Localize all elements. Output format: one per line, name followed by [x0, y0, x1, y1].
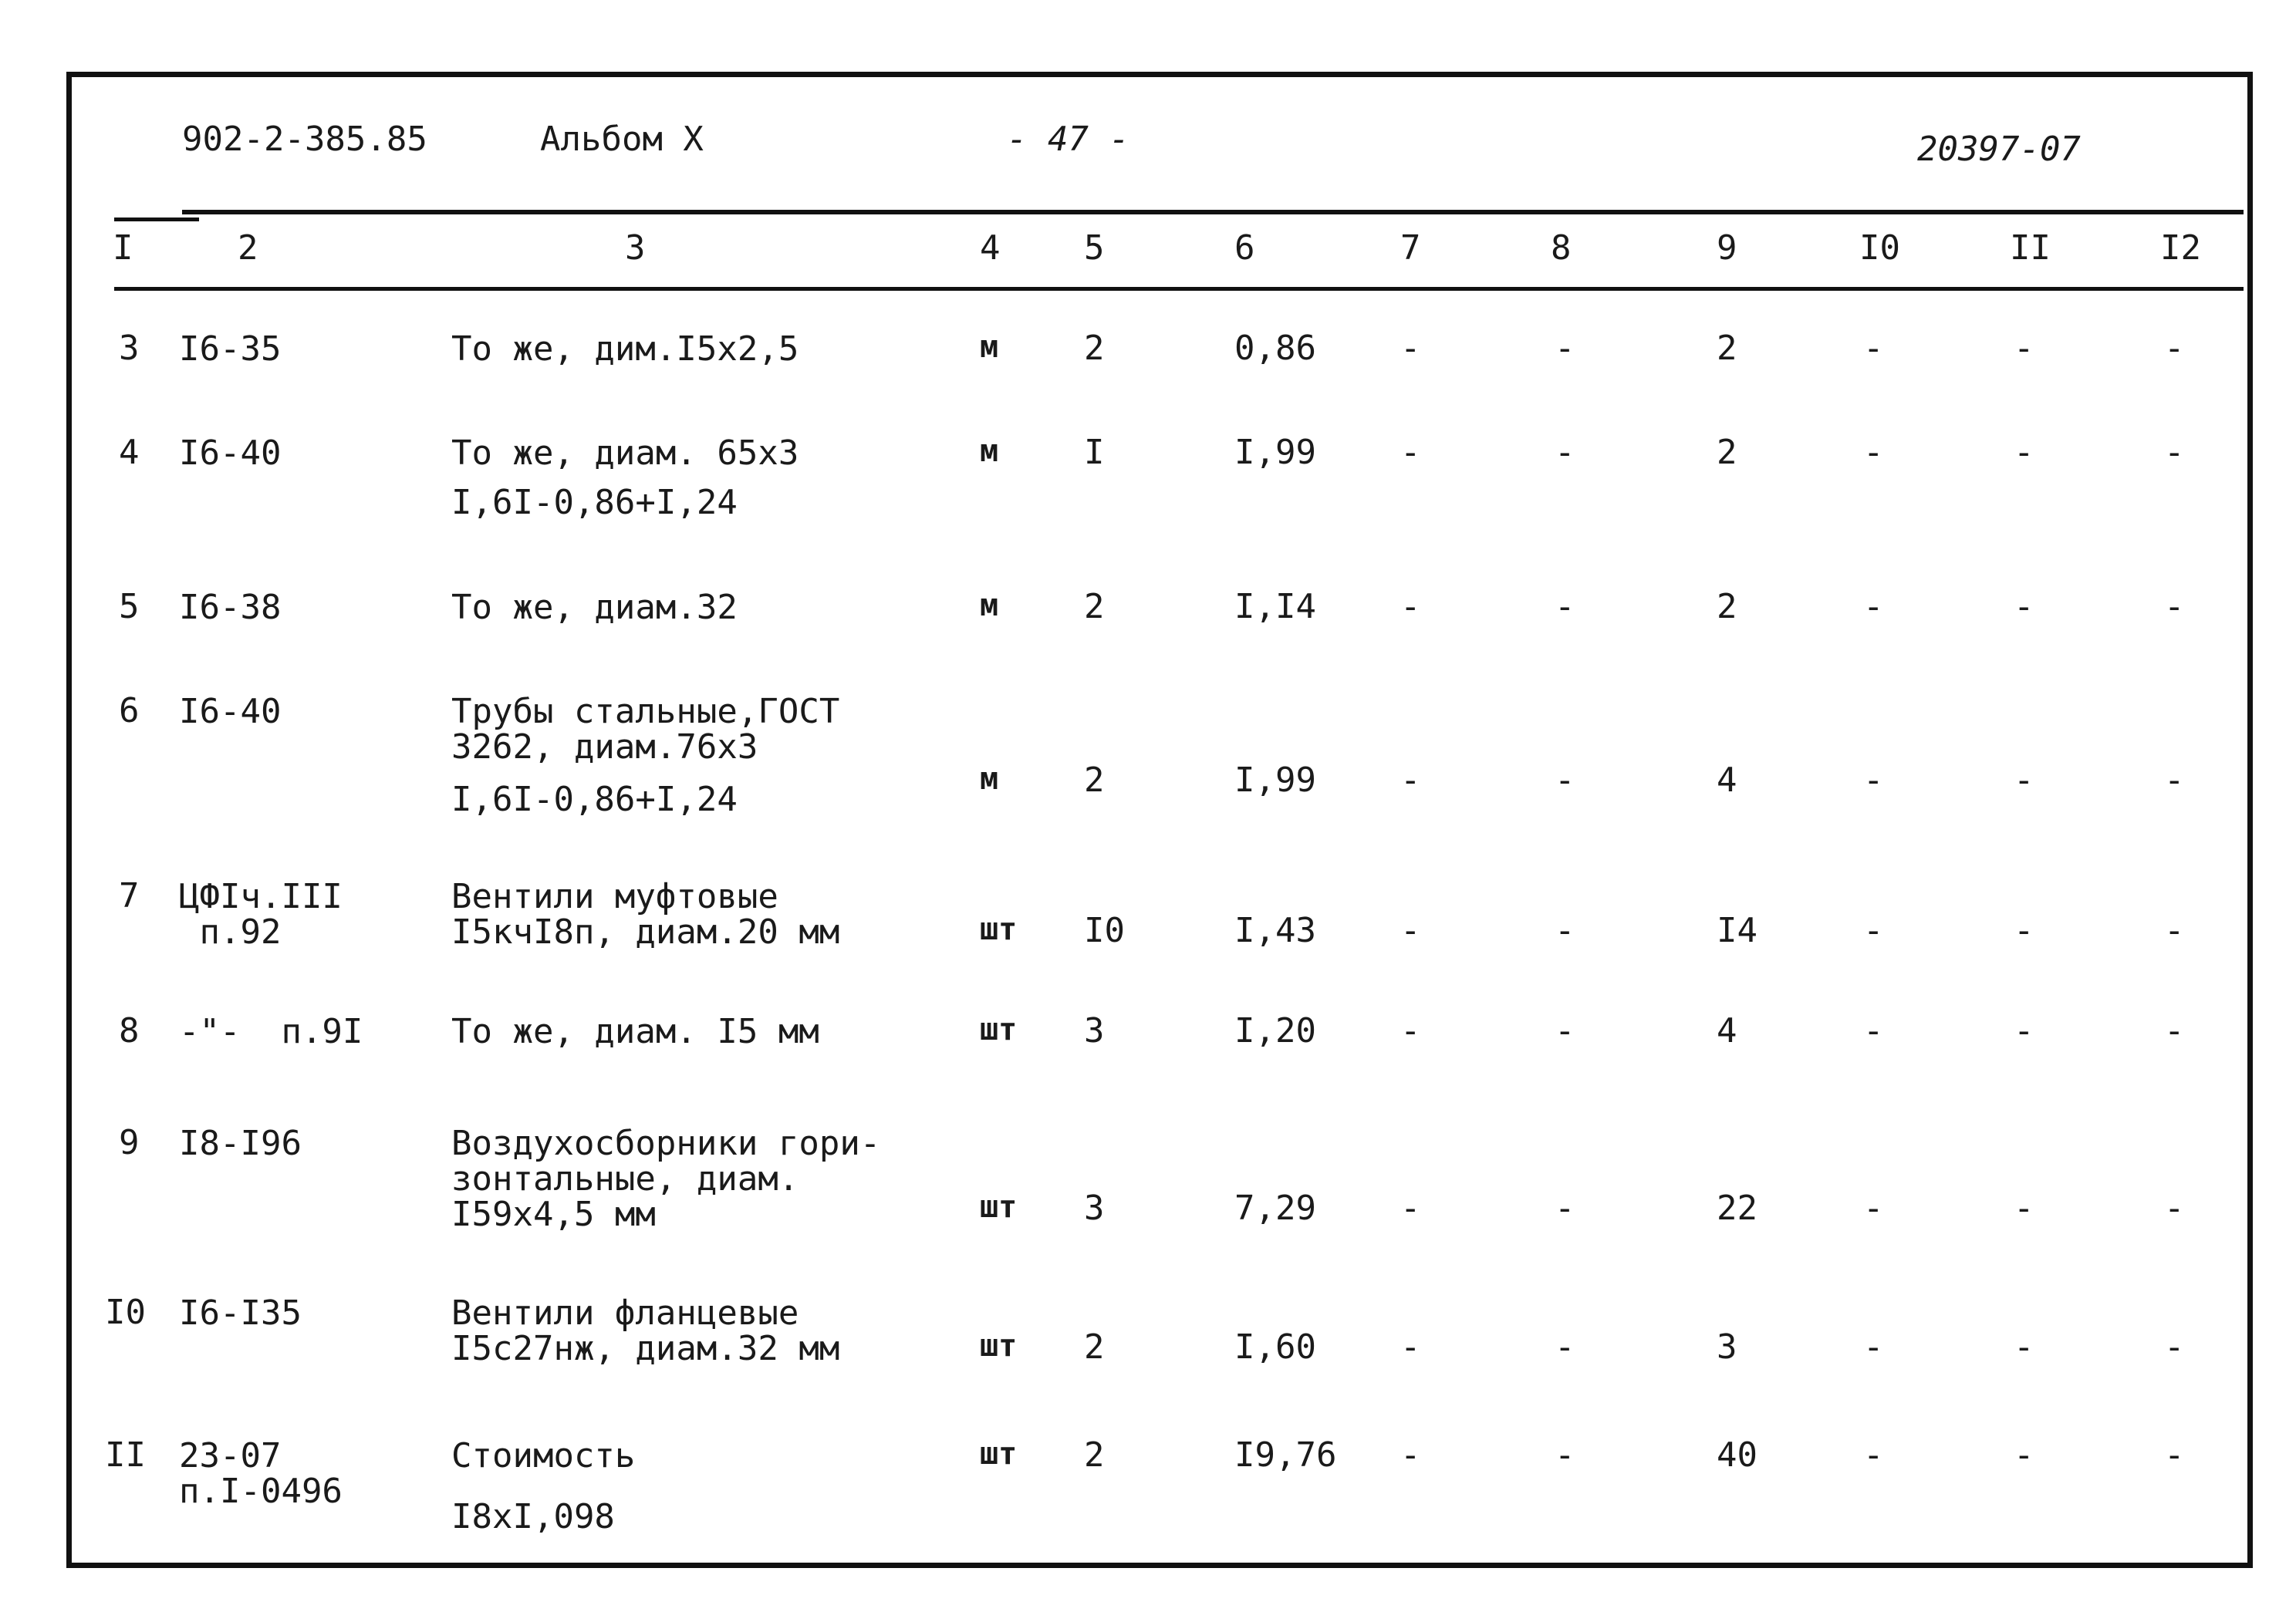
- row-number: 3: [119, 329, 140, 368]
- item-description: То же, диам. I5 мм: [451, 1012, 819, 1051]
- col9-value: 2: [1717, 587, 1737, 626]
- page-number: - 47 -: [1007, 120, 1129, 159]
- unit: шт: [980, 1012, 1018, 1047]
- unit-value: I,I4: [1234, 587, 1316, 626]
- column-header: I2: [2160, 228, 2201, 268]
- unit-value: I,20: [1234, 1011, 1316, 1050]
- album-label: Альбом X: [540, 120, 704, 159]
- unit: шт: [980, 912, 1018, 947]
- col11-value: -: [2014, 1189, 2034, 1228]
- col9-value: 22: [1717, 1189, 1757, 1228]
- col7-value: -: [1400, 433, 1421, 472]
- unit: м: [980, 761, 999, 797]
- col7-value: -: [1400, 329, 1421, 368]
- archive-stamp: 20397-07: [1917, 130, 2081, 169]
- col8-value: -: [1555, 329, 1575, 368]
- item-description: Стоимость: [451, 1436, 636, 1475]
- unit: м: [980, 329, 999, 365]
- col8-value: -: [1555, 1189, 1575, 1228]
- header-top-rule: [182, 210, 2244, 214]
- column-header: II: [2010, 228, 2051, 268]
- col8-value: -: [1555, 1327, 1575, 1367]
- col12-value: -: [2164, 1189, 2185, 1228]
- col11-value: -: [2014, 1327, 2034, 1367]
- norm-reference: I6-40: [179, 692, 282, 731]
- col10-value: -: [1863, 760, 1884, 800]
- norm-reference: -"- п.9I: [179, 1012, 363, 1051]
- col7-value: -: [1400, 1189, 1421, 1228]
- col10-value: -: [1863, 911, 1884, 950]
- row-number: 7: [119, 876, 140, 916]
- item-calculation: I8хI,098: [451, 1497, 615, 1536]
- col8-value: -: [1555, 433, 1575, 472]
- quantity: 2: [1084, 1435, 1105, 1475]
- unit: шт: [980, 1436, 1018, 1472]
- row-number: 9: [119, 1123, 140, 1162]
- col12-value: -: [2164, 329, 2185, 368]
- unit-value: I,99: [1234, 760, 1316, 800]
- col8-value: -: [1555, 1435, 1575, 1475]
- col12-value: -: [2164, 1327, 2185, 1367]
- col11-value: -: [2014, 1435, 2034, 1475]
- column-header: 6: [1234, 228, 1255, 268]
- col7-value: -: [1400, 1435, 1421, 1475]
- norm-reference: I6-38: [179, 588, 282, 627]
- norm-reference: I8-I96: [179, 1124, 302, 1163]
- col8-value: -: [1555, 760, 1575, 800]
- col12-value: -: [2164, 1435, 2185, 1475]
- quantity: 2: [1084, 587, 1105, 626]
- column-header: I0: [1859, 228, 1900, 268]
- col12-value: -: [2164, 760, 2185, 800]
- item-calculation: I,6I-0,86+I,24: [451, 483, 738, 522]
- quantity: 2: [1084, 760, 1105, 800]
- row-number: 5: [119, 587, 140, 626]
- col9-value: 40: [1717, 1435, 1757, 1475]
- col10-value: -: [1863, 1189, 1884, 1228]
- header-top-rule-short: [114, 218, 199, 221]
- column-header: 9: [1717, 228, 1737, 268]
- col7-value: -: [1400, 1011, 1421, 1050]
- col11-value: -: [2014, 760, 2034, 800]
- quantity: I: [1084, 433, 1105, 472]
- col12-value: -: [2164, 1011, 2185, 1050]
- col11-value: -: [2014, 587, 2034, 626]
- col8-value: -: [1555, 911, 1575, 950]
- unit: м: [980, 588, 999, 623]
- item-calculation: I,6I-0,86+I,24: [451, 780, 738, 819]
- norm-reference: I6-35: [179, 329, 282, 369]
- col10-value: -: [1863, 1327, 1884, 1367]
- unit-value: I9,76: [1234, 1435, 1337, 1475]
- column-header: 3: [625, 228, 646, 268]
- quantity: 3: [1084, 1011, 1105, 1050]
- page-frame: [66, 72, 2253, 1568]
- col11-value: -: [2014, 433, 2034, 472]
- col9-value: 4: [1717, 760, 1737, 800]
- col12-value: -: [2164, 587, 2185, 626]
- unit: шт: [980, 1189, 1018, 1225]
- row-number: 6: [119, 691, 140, 730]
- col8-value: -: [1555, 1011, 1575, 1050]
- col9-value: 4: [1717, 1011, 1737, 1050]
- quantity: 2: [1084, 329, 1105, 368]
- column-header: 4: [980, 228, 1001, 268]
- quantity: I0: [1084, 911, 1125, 950]
- norm-reference: I6-40: [179, 433, 282, 473]
- norm-reference: I6-I35: [179, 1293, 302, 1333]
- unit-value: 0,86: [1234, 329, 1316, 368]
- item-description: То же, диам. 65х3: [451, 433, 799, 473]
- column-header: 5: [1084, 228, 1105, 268]
- col9-value: 3: [1717, 1327, 1737, 1367]
- col12-value: -: [2164, 911, 2185, 950]
- row-number: II: [105, 1435, 146, 1475]
- col10-value: -: [1863, 433, 1884, 472]
- norm-reference: ЦФIч.III п.92: [179, 877, 343, 952]
- unit-value: 7,29: [1234, 1189, 1316, 1228]
- quantity: 3: [1084, 1189, 1105, 1228]
- col11-value: -: [2014, 329, 2034, 368]
- quantity: 2: [1084, 1327, 1105, 1367]
- item-description: Вентили муфтовые I5кчI8п, диам.20 мм: [451, 877, 840, 952]
- col9-value: 2: [1717, 329, 1737, 368]
- item-description: То же, диам.32: [451, 588, 738, 627]
- col11-value: -: [2014, 911, 2034, 950]
- column-header: I: [113, 228, 133, 268]
- item-description: Воздухосборники гори- зонтальные, диам. I59х4,5 мм: [451, 1124, 881, 1234]
- col11-value: -: [2014, 1011, 2034, 1050]
- col7-value: -: [1400, 1327, 1421, 1367]
- item-description: Вентили фланцевые I5с27нж, диам.32 мм: [451, 1293, 840, 1368]
- column-header: 8: [1551, 228, 1572, 268]
- item-description: Трубы стальные,ГОСТ 3262, диам.76х3: [451, 692, 840, 767]
- col7-value: -: [1400, 587, 1421, 626]
- col10-value: -: [1863, 329, 1884, 368]
- norm-reference: 23-07 п.I-0496: [179, 1436, 343, 1511]
- doc-code: 902-2-385.85: [182, 120, 427, 159]
- col9-value: 2: [1717, 433, 1737, 472]
- unit-value: I,43: [1234, 911, 1316, 950]
- col10-value: -: [1863, 587, 1884, 626]
- col7-value: -: [1400, 760, 1421, 800]
- col9-value: I4: [1717, 911, 1757, 950]
- unit-value: I,60: [1234, 1327, 1316, 1367]
- row-number: I0: [105, 1293, 146, 1332]
- column-header: 7: [1400, 228, 1421, 268]
- col12-value: -: [2164, 433, 2185, 472]
- unit-value: I,99: [1234, 433, 1316, 472]
- col10-value: -: [1863, 1435, 1884, 1475]
- unit: шт: [980, 1328, 1018, 1364]
- item-description: То же, дим.I5х2,5: [451, 329, 799, 369]
- col10-value: -: [1863, 1011, 1884, 1050]
- unit: м: [980, 433, 999, 469]
- row-number: 8: [119, 1011, 140, 1050]
- col8-value: -: [1555, 587, 1575, 626]
- row-number: 4: [119, 433, 140, 472]
- column-header-rule: [114, 287, 2244, 291]
- col7-value: -: [1400, 911, 1421, 950]
- column-header: 2: [238, 228, 258, 268]
